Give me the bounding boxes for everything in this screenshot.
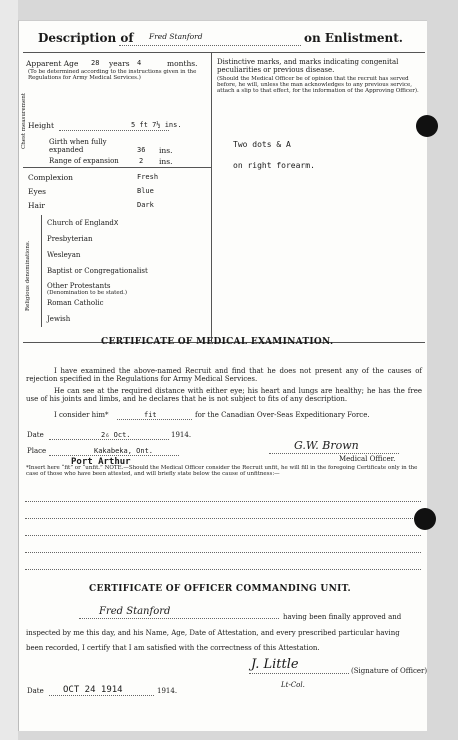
unfit-line-1 [25,501,421,502]
age-months: 4 [137,59,142,67]
title-right: on Enlistment. [304,31,403,45]
attestation-page [18,20,427,731]
girth-ins: ins. [159,146,173,155]
age-note: (To be determined according to the instructions given in the Regulations for Army Medical Services.) [28,69,197,81]
commanding-text-1: having been finally approved and [283,613,402,621]
religion-wesleyan: Wesleyan [47,251,81,259]
punch-hole-bottom [414,508,436,530]
column-divider [211,52,212,342]
religion-label: Religious denominations. [25,240,31,311]
religion-roman-catholic: Roman Catholic [47,299,104,307]
months-label: months. [167,59,198,68]
commanding-text-2: inspected by me this day, and his Name, Age, Date of Attestation, and every prescribed particular having [26,629,400,637]
apparent-age-label: Apparent Age [26,59,79,68]
hair-value: Dark [137,201,154,209]
scan-edge [0,0,18,740]
medical-para-2: He can see at the required distance with either eye; his heart and lungs are healthy; he has the free use of his joints and limbs, and he declares that he is not subject to fits of any description. [26,387,422,403]
religion-bracket [41,215,42,327]
expansion-label: Range of expansion [49,157,119,165]
marks-line-1: Two dots & A [233,140,291,149]
punch-hole-top [416,115,438,137]
commanding-officer-signature: J. Little [251,657,299,672]
medical-place-label: Place [27,447,47,455]
commanding-date-label: Date [27,687,44,695]
height-value: 5 ft 7½ ins. [131,121,182,129]
unfit-line-3 [25,535,421,536]
unfit-line-5 [25,569,421,570]
consider-value: fit [144,411,157,419]
girth-label: Girth when fully expanded [49,138,107,154]
religion-baptist: Baptist or Congregationalist [47,267,148,275]
medical-date-line [49,439,169,440]
commanding-signed-name: Fred Stanford [99,606,171,617]
hair-label: Hair [28,201,45,210]
marks-heading: Distinctive marks, and marks indicating congenital peculiarities or previous disease. [217,58,399,74]
expansion-value: 2 [139,157,144,165]
complexion-value: Fresh [137,173,159,181]
medical-heading: CERTIFICATE OF MEDICAL EXAMINATION. [101,337,334,347]
height-line [59,130,169,131]
religion-church-of-england: Church of England [47,219,114,227]
officer-rank: Lt-Col. [281,681,305,689]
marks-line-2: on right forearm. [233,161,315,170]
chest-rule [23,167,211,168]
medical-signature-line [269,453,399,454]
girth-value: 36 [137,146,146,154]
consider-suffix: for the Canadian Over-Seas Expeditionary Force. [195,411,370,419]
unfit-line-2 [25,518,421,519]
age-years: 28 [91,59,100,67]
medical-place-line [49,455,179,456]
officer-signature-line [249,673,349,674]
eyes-value: Blue [137,187,154,195]
commanding-heading: CERTIFICATE OF OFFICER COMMANDING UNIT. [89,584,351,594]
marks-note: (Should the Medical Officer be of opinion that the recruit has served before, he will, unless the man acknowledges to any previous service, attach a slip to that effect, for the information of the Approving Officer). [217,76,419,94]
consider-prefix: I consider him* [54,411,109,419]
commanding-text-3: been recorded, I certify that I am satisfied with the correctness of this Attestation. [26,644,320,652]
place-stamp: Port Arthur [71,457,131,467]
medical-para-1: I have examined the above-named Recruit and find that he does not present any of the causes of rejection specified in the Regulations for Army Medical Services. [26,367,422,383]
name-line [119,45,301,46]
commanding-year: 1914. [157,687,178,695]
medical-date-value: 2₆ Oct. [101,431,131,439]
commanding-name-line [79,618,279,619]
religion-jewish: Jewish [47,315,71,323]
medical-officer-label: Medical Officer. [339,455,396,463]
consider-line [117,419,192,420]
expansion-ins: ins. [159,157,173,166]
religion-mark: X [114,219,119,227]
years-label: years [109,59,130,68]
title-left: Description of [38,31,134,45]
commanding-date-stamp: OCT 24 1914 [63,685,123,695]
commanding-date-line [49,695,154,696]
medical-place-value: Kakabeka, Ont. [94,447,154,455]
complexion-label: Complexion [28,173,73,182]
medical-year: 1914. [171,431,192,439]
religion-denomination-note: (Denomination to be stated.) [47,290,128,296]
officer-signature-label: (Signature of Officer) [351,667,428,675]
medical-officer-signature: G.W. Brown [294,439,359,452]
medical-footnote: *Insert here “fit” or “unfit.” NOTE.—Should the Medical Officer consider the Recruit unfit, he will fill in the foregoing Certificate only in the case of those who have been attested, and will briefly state below the cause of unfitness:— [26,465,418,477]
height-label: Height [28,121,55,130]
unfit-line-4 [25,552,421,553]
eyes-label: Eyes [28,187,46,196]
header-rule [23,52,425,53]
religion-presbyterian: Presbyterian [47,235,93,243]
chest-label: Chest measurement [21,92,27,149]
religion-other-protestants: Other Protestants [47,282,111,290]
medical-date-label: Date [27,431,44,439]
recruit-name: Fred Stanford [149,32,203,41]
